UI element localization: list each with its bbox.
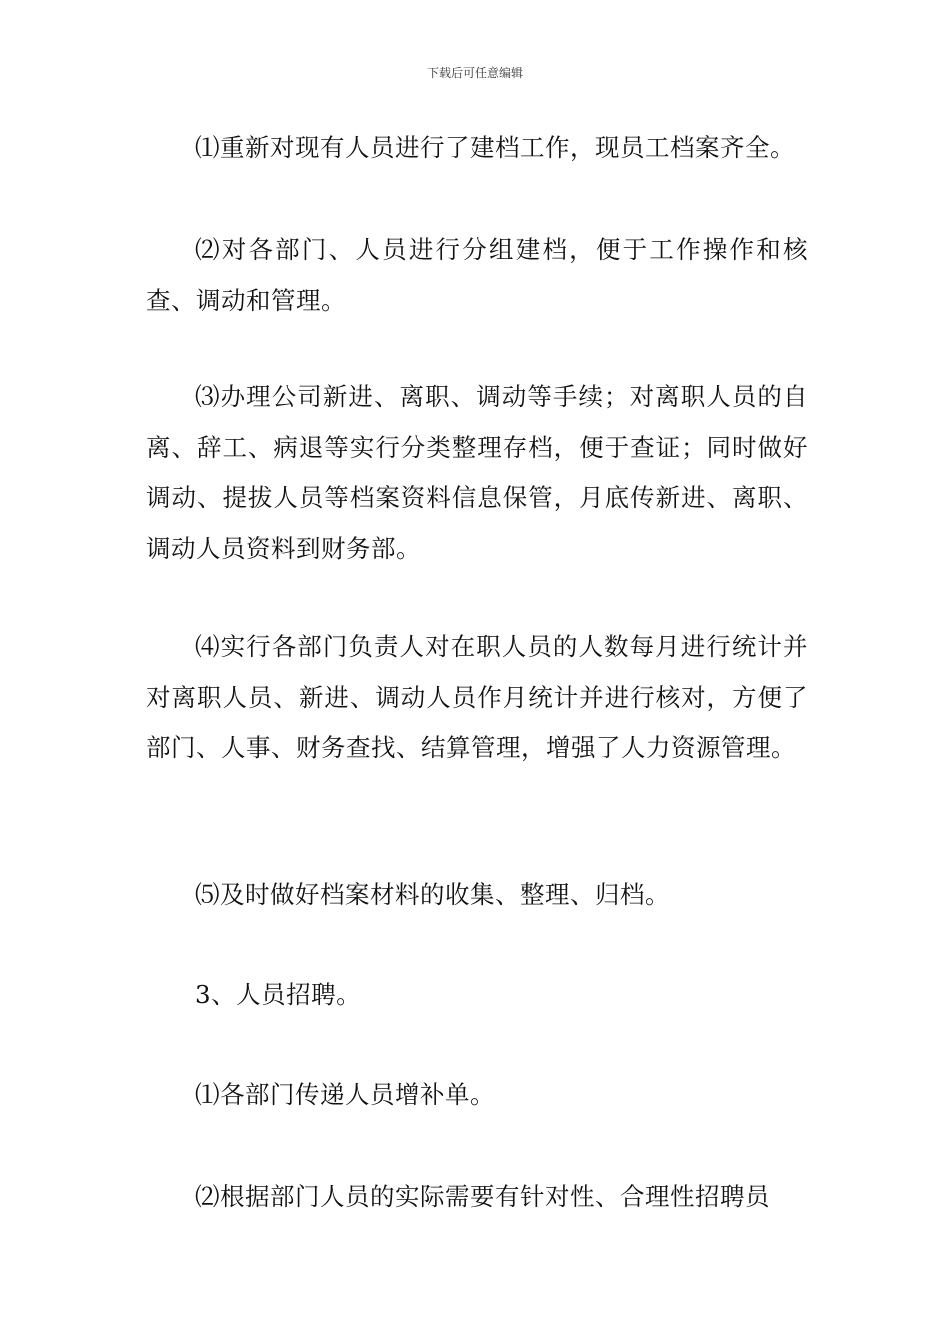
paragraph-procedures: ⑶办理公司新进、离职、调动等手续；对离职人员的自离、辞工、病退等实行分类整理存档，便于查证；同时做好调动、提拔人员等档案资料信息保管，月底传新进、离职、调动人员资料到财务部。	[146, 382, 808, 563]
paragraph-archive-collection: ⑸及时做好档案材料的收集、整理、归档。	[195, 880, 670, 909]
paragraph-targeted-recruitment: ⑵根据部门人员的实际需要有针对性、合理性招聘员	[195, 1182, 770, 1211]
paragraph-monthly-statistics: ⑷实行各部门负责人对在职人员的人数每月进行统计并对离职人员、新进、调动人员作月统计并进行核对，方便了部门、人事、财务查找、结算管理，增强了人力资源管理。	[146, 632, 808, 762]
section-heading-recruitment: 3、人员招聘。	[195, 980, 362, 1009]
paragraph-group-archiving: ⑵对各部门、人员进行分组建档，便于工作操作和核查、调动和管理。	[146, 235, 808, 315]
paragraph-archive-rebuild: ⑴重新对现有人员进行了建档工作，现员工档案齐全。	[195, 133, 795, 162]
page-header-note: 下载后可任意编辑	[426, 66, 523, 80]
paragraph-staffing-request: ⑴各部门传递人员增补单。	[195, 1080, 495, 1109]
